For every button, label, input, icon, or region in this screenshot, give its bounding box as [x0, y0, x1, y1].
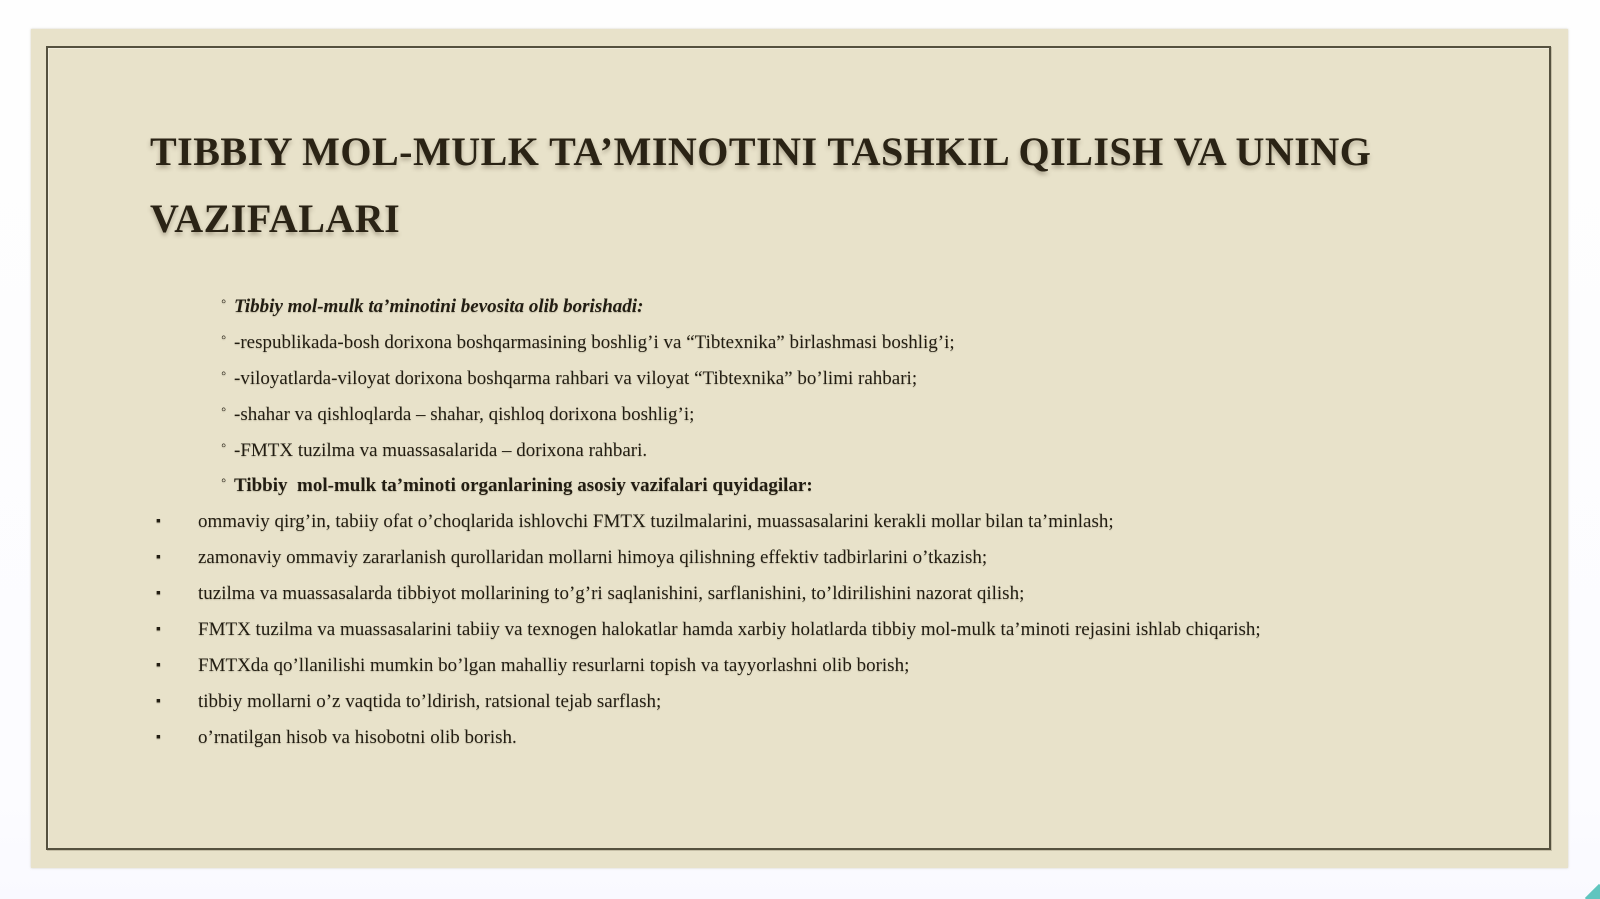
list-item-text: FMTX tuzilma va muassasalarini tabiiy va texnogen halokatlar hamda xarbiy holatlarda tibbiy mol-mulk ta’minoti rejasini ishlab chiqarish;	[198, 619, 1261, 641]
list-item	[31, 576, 1548, 612]
list-item-text: FMTXda qo’llanilishi mumkin bo’lgan mahalliy resurlarni topish va tayyorlashni olib borish;	[198, 654, 910, 676]
slide	[31, 29, 1568, 868]
list-item	[31, 504, 1548, 540]
list-item	[31, 612, 1548, 648]
list-item-text: tibbiy mollarni o’z vaqtida to’ldirish, ratsional tejab sarflash;	[198, 690, 662, 712]
circle-bullet-icon: ◦	[221, 329, 227, 346]
list-item	[31, 325, 1548, 361]
circle-bullet-icon: ◦	[221, 473, 227, 490]
list-item	[31, 648, 1548, 684]
list-item	[31, 433, 1548, 469]
main-bullet-list	[31, 504, 1548, 755]
slide-body	[31, 289, 1548, 756]
square-bullet-icon: ▪	[156, 514, 161, 530]
square-bullet-icon: ▪	[156, 657, 161, 673]
list-item-text: ommaviy qirg’in, tabiiy ofat o’choqlarida ishlovchi FMTX tuzilmalarini, muassasalarini kerakli mollar bilan ta’minlash;	[198, 511, 1114, 533]
list-item	[31, 540, 1548, 576]
square-bullet-icon: ▪	[156, 622, 161, 638]
square-bullet-icon: ▪	[156, 550, 161, 566]
list-item	[31, 468, 1548, 504]
circle-bullet-icon: ◦	[221, 437, 227, 454]
list-item	[31, 720, 1548, 756]
list-item-text: -respublikada-bosh dorixona boshqarmasining boshlig’i va “Tibtexnika” birlashmasi boshlig’i;	[234, 331, 955, 353]
list-item-text: Tibbiy mol-mulk ta’minotini bevosita olib borishadi:	[234, 296, 644, 317]
circle-bullet-icon: ◦	[221, 365, 227, 382]
square-bullet-icon: ▪	[156, 729, 161, 745]
circle-bullet-icon: ◦	[221, 294, 227, 310]
teal-corner-artifact	[1585, 884, 1600, 899]
list-item	[31, 289, 1548, 325]
list-item-text: o’rnatilgan hisob va hisobotni olib borish.	[198, 726, 517, 748]
square-bullet-icon: ▪	[156, 693, 161, 709]
list-item-text: zamonaviy ommaviy zararlanish qurollaridan mollarni himoya qilishning effektiv tadbirlarini o’tkazish;	[198, 547, 988, 569]
list-item-text: Tibbiy mol-mulk ta’minoti organlarining asosiy vazifalari quyidagilar:	[234, 475, 813, 497]
list-item	[31, 361, 1548, 397]
circle-bullet-icon: ◦	[221, 401, 227, 418]
list-item-text: -viloyatlarda-viloyat dorixona boshqarma rahbari va viloyat “Tibtexnika” bo’limi rahbari;	[234, 367, 918, 389]
list-item	[31, 397, 1548, 433]
list-item-text: -FMTX tuzilma va muassasalarida – dorixona rahbari.	[234, 439, 648, 461]
slide-title: TIBBIY MOL-MULK TA’MINOTINI TASHKIL QILISH VA UNING VAZIFALARI	[150, 129, 1372, 241]
square-bullet-icon: ▪	[156, 586, 161, 602]
list-item	[31, 684, 1548, 720]
list-item-text: tuzilma va muassasalarda tibbiyot mollarining to’g’ri saqlanishini, sarflanishini, to’ldirilishini nazorat qilish;	[198, 583, 1025, 605]
sub-bullet-list	[31, 289, 1548, 504]
list-item-text: -shahar va qishloqlarda – shahar, qishloq dorixona boshlig’i;	[234, 403, 695, 425]
